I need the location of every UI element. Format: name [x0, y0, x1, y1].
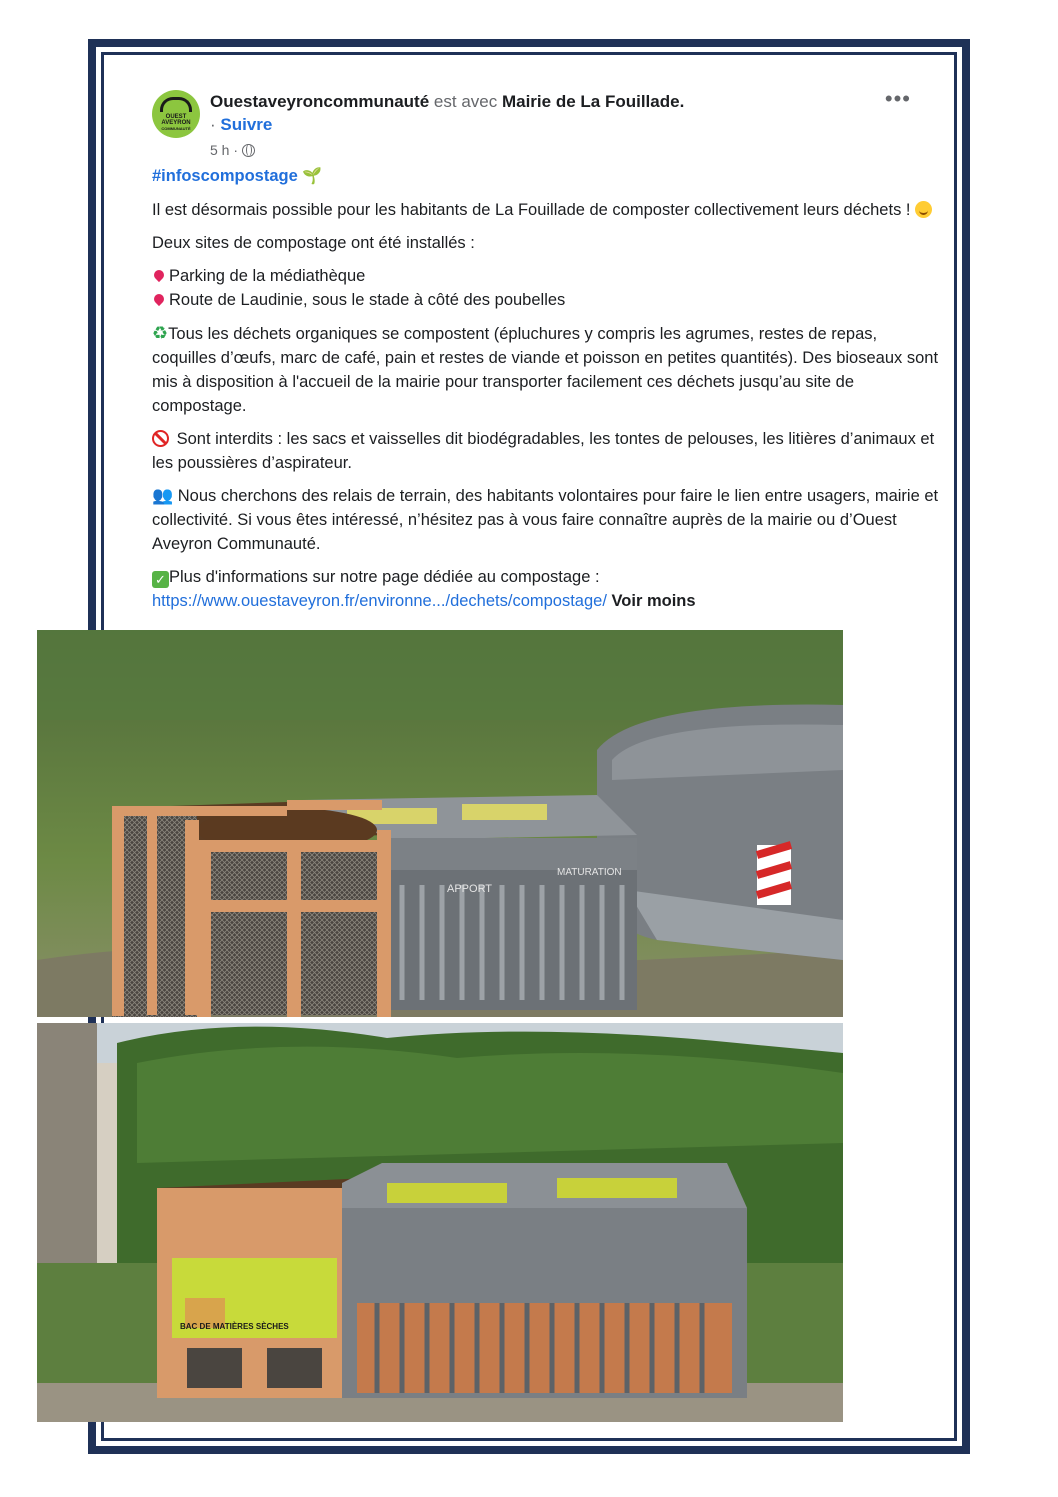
- intro-text: Il est désormais possible pour les habitants de La Fouillade de composter collectivement leurs déchets !: [152, 201, 911, 219]
- post-body: [152, 164, 942, 622]
- smile-icon: [915, 201, 932, 218]
- sites-list: [152, 264, 942, 312]
- more-info-text: Plus d'informations sur notre page dédiée au compostage :: [169, 568, 600, 586]
- people-icon: 👥: [152, 486, 174, 505]
- more-options-icon[interactable]: •••: [884, 86, 911, 111]
- wooden-compost-crate: [112, 800, 391, 1017]
- site-1: Parking de la médiathèque: [169, 267, 366, 285]
- prohibited-icon: [152, 430, 169, 447]
- post-photo-1[interactable]: [37, 630, 843, 1017]
- paragraph-allowed: [152, 321, 942, 418]
- follow-row: [210, 115, 272, 135]
- post-meta: [210, 142, 255, 158]
- avatar-line2: AVEYRON: [161, 119, 191, 126]
- author-name[interactable]: Ouestaveyroncommunauté: [210, 92, 430, 111]
- compost-page-link[interactable]: https://www.ouestaveyron.fr/environne.../dechets/compostage/: [152, 592, 607, 610]
- follow-button[interactable]: Suivre: [220, 115, 273, 134]
- post-photo-2[interactable]: [37, 1023, 843, 1422]
- allowed-text: Tous les déchets organiques se compostent (épluchures y compris les agrumes, restes de repas, coquilles d’œufs, marc de café, pain et restes de viande et poisson en petites quantités). Des bioseaux sont mis à disposition à l'accueil de la mairie pour transporter facilement ces déchets jusqu’au site de compostage.: [152, 325, 939, 415]
- paragraph-forbidden: [152, 427, 942, 475]
- pin-icon: [152, 268, 166, 282]
- sprout-icon: 🌱: [302, 168, 323, 185]
- pin-icon: [152, 292, 166, 306]
- with-text: est avec: [433, 92, 498, 111]
- volunteers-text: Nous cherchons des relais de terrain, des habitants volontaires pour faire le lien entre usagers, mairie et collectivité. Si vous êtes intéressé, n’hésitez pas à vous faire connaître auprès de la mairie ou d’Ouest Aveyron Communauté.: [152, 487, 939, 553]
- paragraph-sites-heading: Deux sites de compostage ont été installés :: [152, 234, 475, 252]
- paragraph-more-info: [152, 565, 942, 613]
- post-time[interactable]: 5 h ·: [210, 142, 239, 158]
- hashtag-line: [152, 164, 942, 189]
- hashtag-link[interactable]: #infoscompostage: [152, 167, 298, 185]
- compost-bin-grey: [342, 1163, 747, 1398]
- site-2: Route de Laudinie, sous le stade à côté des poubelles: [169, 291, 566, 309]
- apport-label: APPORT: [447, 883, 493, 895]
- photo-1-illustration: [37, 630, 843, 1017]
- photo-2-illustration: [37, 1023, 843, 1422]
- recycle-icon: ♻: [152, 323, 169, 343]
- avatar[interactable]: [152, 90, 200, 138]
- forbidden-text: Sont interdits : les sacs et vaisselles dit biodégradables, les tontes de pelouses, les litières d’animaux et les poussières d’aspirateur.: [152, 430, 935, 472]
- avatar-line3: COMMUNAUTÉ: [161, 125, 191, 131]
- paragraph-intro: [152, 198, 942, 222]
- tagged-page[interactable]: Mairie de La Fouillade.: [501, 92, 685, 111]
- avatar-line1: OUEST: [165, 113, 187, 120]
- separator-dot: ·: [210, 115, 216, 134]
- globe-icon: [242, 144, 255, 157]
- check-icon: ✓: [152, 571, 169, 588]
- logo-icon: [160, 97, 192, 112]
- sign-title: BAC DE MATIÈRES SÈCHES: [180, 1322, 289, 1331]
- post-header: [210, 90, 684, 114]
- maturation-label: MATURATION: [557, 867, 622, 878]
- see-less-button[interactable]: Voir moins: [611, 592, 696, 610]
- paragraph-volunteers: [152, 484, 942, 556]
